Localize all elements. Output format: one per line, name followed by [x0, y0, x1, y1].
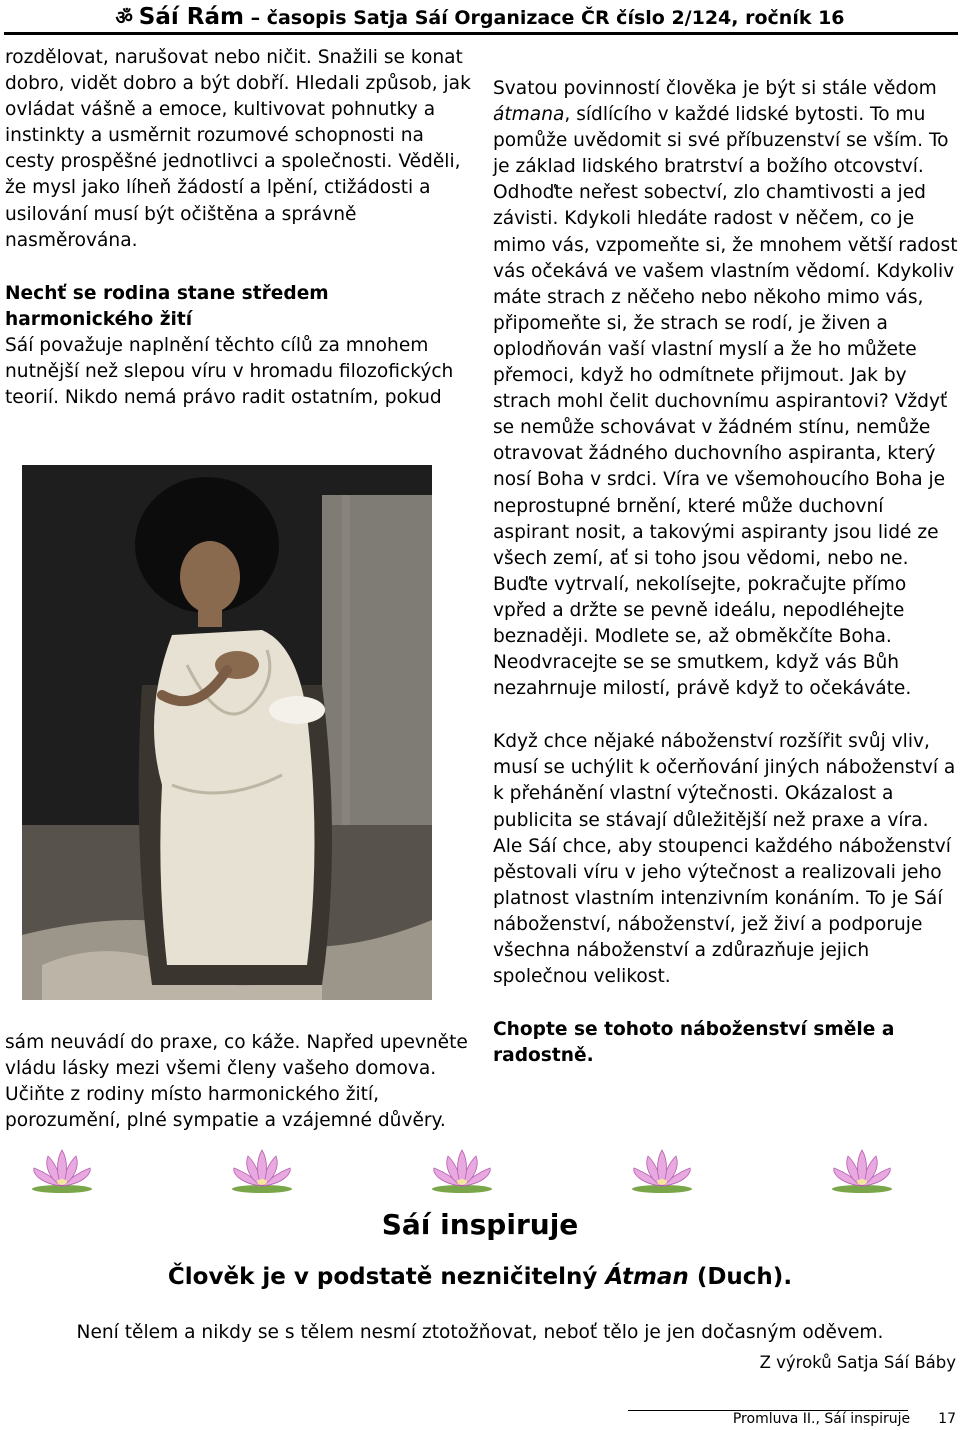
right-paragraph-1-start: Svatou povinností člověka je být si stále vědom — [493, 78, 937, 99]
inspire-subtitle — [0, 1264, 960, 1290]
photo-sathya-sai-baba — [22, 465, 432, 1000]
atman-term: átmana — [493, 104, 565, 126]
inspire-subtitle-end: (Duch). — [688, 1264, 793, 1290]
quote-source: Z výroků Satja Sáí Báby — [759, 1353, 956, 1372]
left-paragraph-3: sám neuvádí do praxe, co káže. Napřed upevněte vládu lásky mezi všemi členy vašeho domova. Učiňte z rodiny místo harmonického žití, porozumění, plné sympatie a vzájemné důvěry. — [5, 1032, 468, 1132]
magazine-name: Sáí Rám — [138, 4, 244, 30]
left-column-top — [5, 45, 471, 411]
lotus-icon — [828, 1148, 896, 1194]
right-paragraph-1-rest: , sídlícího v každé lidské bytosti. To mu pomůže uvědomit si své příbuzenství se vším. To je základ lidského bratrství a božího otcovství. Odhoďte neřest sobectví, zlo chamtivosti a jed závisti. Kdykoli hledáte radost v něčem, co je mimo vás, vzpomeňte si, že mnohem větší radost vás očekává ve vašem vlastním vědomí. Kdykoliv máte strach z něčeho nebo někoho mimo vás, připomeňte si, že strach se rodí, je živen a oplodňován vaší vlastní myslí a že ho můžete přemoci, když ho odmítnete přijmout. Jak by strach mohl čelit duchovnímu aspirantovi? Vždyť se nemůže schovávat v žádném stínu, nemůže otravovat žádného duchovního aspiranta, který nosí Boha v srdci. Víra ve všemohoucího Boha je neprostupné brnění, které může duchovní aspirant nosit, a takovými aspiranty jsou lidé ze všech zemí, ať si toho jsou vědomi, nebo ne. Buďte vytrvalí, nekolísejte, pokračujte přímo vpřed a držte se pevně ideálu, nepodléhejte beznaději. Modlete se, až obměkčíte Boha. Neodvracejte se se smutkem, když vás Bůh nezahrnuje milostí, právě když to očekáváte. — [493, 104, 958, 700]
lotus-icon — [228, 1148, 296, 1194]
header-separator: – — [243, 7, 267, 29]
right-paragraph-2: Když chce nějaké náboženství rozšířit svůj vliv, musí se uchýlit k očerňování jiných náboženství a k přehánění vlastní výtečnosti. Okázalost a publicita se stávají důležitější než praxe a víra. Ale Sáí chce, aby stoupenci každého náboženství pěstovali víru v jeho výtečnost a realizovali jeho platnost vlastním intenzivním konáním. To je Sáí náboženství, náboženství, jež živí a podporuje všechna náboženství a zdůrazňuje jejich společnou velikost. — [493, 731, 956, 988]
closing-statement: Chopte se tohoto náboženství směle a radostně. — [493, 1019, 895, 1067]
right-paragraph-1 — [493, 76, 959, 702]
left-column-bottom — [5, 1030, 471, 1134]
inspire-title: Sáí inspiruje — [381, 1208, 579, 1241]
lotus-icon — [628, 1148, 696, 1194]
section-heading: Nechť se rodina stane středem harmonického žití — [5, 282, 329, 330]
left-paragraph-2: Sáí považuje naplnění těchto cílů za mnohem nutnější než slepou víru v hromadu filozofických teorií. Nikdo nemá právo radit ostatním, pokud — [5, 334, 454, 409]
left-paragraph-1: rozdělovat, narušovat nebo ničit. Snažili se konat dobro, vidět dobro a být dobří. Hledali způsob, jak ovládat vášně a emoce, kultivovat pohnutky a instinkty a usměrnit rozumové schopnosti na cesty prospěšné jednotlivci a společnosti. Věděli, že mysl jako líheň žádostí a lpění, ctižádosti a usilování musí být očištěna a správně nasměrována. — [5, 47, 471, 251]
page-number: 17 — [938, 1411, 956, 1427]
lotus-icon — [28, 1148, 96, 1194]
page-header — [0, 4, 960, 30]
footer-label: Promluva II., Sáí inspiruje — [732, 1411, 911, 1427]
om-symbol: ॐ — [115, 7, 133, 29]
inspire-atman: Átman — [605, 1264, 689, 1290]
lotus-icon — [428, 1148, 496, 1194]
magazine-subtitle: časopis Satja Sáí Organizace ČR číslo 2/124, ročník 16 — [266, 7, 845, 29]
page-footer — [733, 1411, 956, 1427]
inspire-quote: Není tělem a nikdy se s tělem nesmí ztotožňovat, neboť tělo je jen dočasným oděvem. — [76, 1322, 884, 1343]
inspire-subtitle-start: Člověk je v podstatě nezničitelný — [167, 1264, 606, 1290]
right-column — [493, 76, 959, 1069]
header-rule — [4, 32, 958, 35]
